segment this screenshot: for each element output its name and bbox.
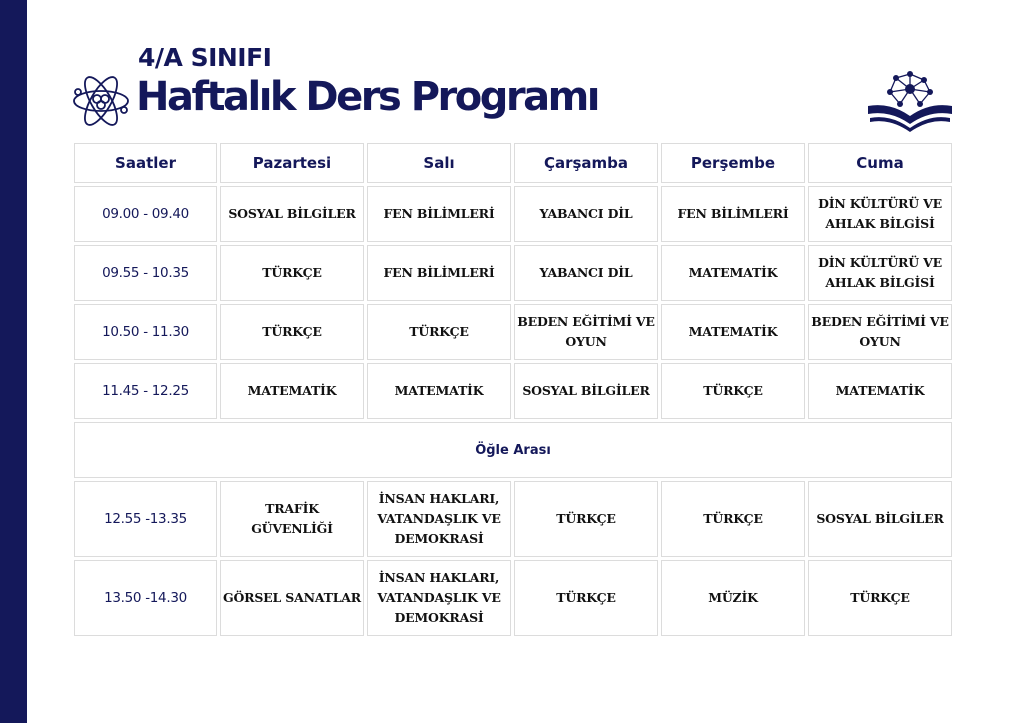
column-header-persembe: Perşembe <box>661 143 805 183</box>
lunch-break-label: Öğle Arası <box>74 422 952 478</box>
column-header-pazartesi: Pazartesi <box>220 143 364 183</box>
lesson-cell: DİN KÜLTÜRÜ VE AHLAK BİLGİSİ <box>808 186 952 242</box>
time-cell: 09.55 - 10.35 <box>74 245 217 301</box>
time-cell: 09.00 - 09.40 <box>74 186 217 242</box>
lesson-cell: İNSAN HAKLARI, VATANDAŞLIK VE DEMOKRASİ <box>367 560 511 636</box>
table-row <box>74 481 952 557</box>
lesson-cell: MATEMATİK <box>367 363 511 419</box>
lesson-cell: SOSYAL BİLGİLER <box>514 363 658 419</box>
time-cell: 13.50 -14.30 <box>74 560 217 636</box>
lesson-cell: FEN BİLİMLERİ <box>367 186 511 242</box>
page-title: Haftalık Ders Programı <box>136 74 598 120</box>
table-row <box>74 363 952 419</box>
lesson-cell: MATEMATİK <box>661 245 805 301</box>
column-header-saatler: Saatler <box>74 143 217 183</box>
column-header-sali: Salı <box>367 143 511 183</box>
lesson-cell: YABANCI DİL <box>514 186 658 242</box>
lunch-break-row <box>74 422 952 478</box>
lesson-cell: DİN KÜLTÜRÜ VE AHLAK BİLGİSİ <box>808 245 952 301</box>
lesson-cell: MATEMATİK <box>808 363 952 419</box>
header-row <box>74 143 952 183</box>
time-cell: 12.55 -13.35 <box>74 481 217 557</box>
lesson-cell: TÜRKÇE <box>661 363 805 419</box>
atom-icon <box>72 70 130 130</box>
schedule-table <box>71 140 955 639</box>
open-book-network-icon <box>866 70 954 132</box>
left-accent-bar <box>0 0 27 723</box>
lesson-cell: BEDEN EĞİTİMİ VE OYUN <box>514 304 658 360</box>
table-row <box>74 245 952 301</box>
lesson-cell: TRAFİK GÜVENLİĞİ <box>220 481 364 557</box>
lesson-cell: TÜRKÇE <box>220 304 364 360</box>
lesson-cell: İNSAN HAKLARI, VATANDAŞLIK VE DEMOKRASİ <box>367 481 511 557</box>
table-row <box>74 186 952 242</box>
lesson-cell: TÜRKÇE <box>514 481 658 557</box>
table-row <box>74 304 952 360</box>
lesson-cell: TÜRKÇE <box>808 560 952 636</box>
lesson-cell: SOSYAL BİLGİLER <box>220 186 364 242</box>
lesson-cell: FEN BİLİMLERİ <box>661 186 805 242</box>
lesson-cell: MÜZİK <box>661 560 805 636</box>
time-cell: 11.45 - 12.25 <box>74 363 217 419</box>
lesson-cell: TÜRKÇE <box>661 481 805 557</box>
time-cell: 10.50 - 11.30 <box>74 304 217 360</box>
page-header <box>72 40 952 136</box>
lesson-cell: GÖRSEL SANATLAR <box>220 560 364 636</box>
lesson-cell: FEN BİLİMLERİ <box>367 245 511 301</box>
lesson-cell: SOSYAL BİLGİLER <box>808 481 952 557</box>
lesson-cell: TÜRKÇE <box>514 560 658 636</box>
lesson-cell: MATEMATİK <box>661 304 805 360</box>
lesson-cell: MATEMATİK <box>220 363 364 419</box>
table-row <box>74 560 952 636</box>
lesson-cell: TÜRKÇE <box>367 304 511 360</box>
lesson-cell: BEDEN EĞİTİMİ VE OYUN <box>808 304 952 360</box>
lesson-cell: YABANCI DİL <box>514 245 658 301</box>
column-header-carsamba: Çarşamba <box>514 143 658 183</box>
column-header-cuma: Cuma <box>808 143 952 183</box>
lesson-cell: TÜRKÇE <box>220 245 364 301</box>
class-name: 4/A SINIFI <box>138 43 272 72</box>
